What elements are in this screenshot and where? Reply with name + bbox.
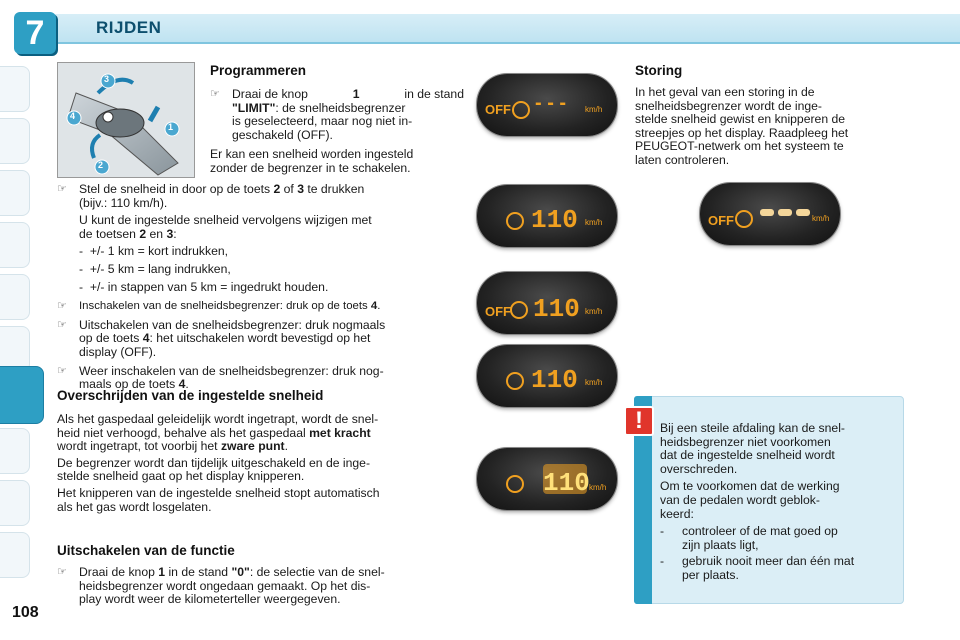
off-label: OFF	[485, 304, 511, 319]
storing-text: In het geval van een storing in de snelheidsbegrenzer wordt de inge- stelde snelheid gewist en knipperen de streepjes op het display. Raadpleeg het PEUGEOT-netwerk om het systeem te laten controleren.	[635, 85, 849, 167]
speedometer-icon	[736, 211, 752, 227]
page-number: 108	[12, 604, 39, 621]
blinking-dash	[778, 209, 792, 216]
instellen-block: ☞ Stel de snelheid in door op de toets 2 of 3 te drukken (bijv.: 110 km/h). U kunt de ingestelde snelheid vervolgens wijzigen met de toetsen 2 en 3: - +/- 1 km = kort indrukken, - +/- 5 km = lang indrukken, - +/- in stappen van 5 km = ingedrukt houden. ☞ Inschakelen van de snelheidsbegrenzer: druk op de toets 4. ☞ Uitschakelen van de snelheidsbegrenzer: druk nogmaals op de toets 4: het uitschakelen wordt bevestigd op het display (OFF). ☞ Weer inschakelen van de snelheidsbegrenzer: druk nog- maals op de toets 4.	[57, 182, 386, 392]
dashes-readout: - - -	[535, 92, 567, 114]
unit-label: km/h	[585, 218, 603, 227]
speedometer-icon	[507, 476, 523, 492]
heading-uitschakelen: Uitschakelen van de functie	[57, 543, 235, 558]
warning-icon: !	[624, 406, 654, 436]
side-tab-7-active[interactable]	[0, 366, 44, 424]
callout-4: 4	[70, 111, 76, 121]
display-speed-110	[477, 185, 617, 247]
programmeren-bullet: ☞ Draai de knop 1 in de stand "LIMIT": de snelheidsbegrenzer is geselecteerd, maar nog niet in- geschakeld (OFF).	[210, 87, 464, 142]
side-tab-5[interactable]	[0, 274, 30, 320]
display-off-dashes	[477, 74, 617, 136]
chapter-title: RIJDEN	[96, 18, 162, 37]
warning-text: Bij een steile afdaling kan de snel- heidsbegrenzer niet voorkomen dat de ingestelde snelheid wordt overschreden. Om te voorkomen dat de werking van de pedalen wordt geblok- keerd: - controleer of de mat goed op zijn plaats ligt, - gebruik nooit meer dan één mat per plaats.	[660, 422, 898, 583]
speedometer-icon	[507, 373, 523, 389]
display-speed-110-blinking	[477, 448, 617, 510]
hand-pointer-icon: ☞	[57, 300, 67, 313]
callout-2: 2	[98, 160, 104, 170]
heading-programmeren: Programmeren	[210, 63, 307, 78]
blinking-dash	[760, 209, 774, 216]
heading-overschrijden: Overschrijden van de ingestelde snelheid	[57, 388, 324, 403]
speed-readout: 110	[531, 365, 578, 395]
hand-pointer-icon: ☞	[57, 183, 67, 195]
heading-storing: Storing	[635, 63, 683, 78]
hand-pointer-icon: ☞	[57, 364, 67, 377]
callout-1: 1	[168, 122, 174, 132]
unit-label: km/h	[589, 483, 607, 492]
speed-readout: 110	[533, 294, 580, 324]
warning-line: heidsbegrenzer niet voorkomen	[660, 434, 831, 449]
speed-readout: 110	[531, 205, 578, 235]
unit-label: km/h	[585, 307, 603, 316]
side-tab-3[interactable]	[0, 170, 30, 216]
unit-label: km/h	[585, 105, 603, 114]
display-speed-110-active	[477, 345, 617, 407]
side-tab-4[interactable]	[0, 222, 30, 268]
hand-pointer-icon: ☞	[210, 88, 220, 100]
callout-3: 3	[104, 74, 110, 84]
unit-label: km/h	[812, 214, 830, 223]
uitschakelen-bullet: ☞ Draai de knop 1 in de stand "0": de selectie van de snel- heidsbegrenzer wordt ongedaan gemaakt. Op het dis- play wordt weer de kilometerteller weergegeven.	[57, 565, 385, 607]
speedometer-icon	[507, 213, 523, 229]
header-bar	[38, 14, 960, 44]
display-storing-off	[700, 183, 840, 245]
side-tab-8[interactable]	[0, 428, 30, 474]
stalk-illustration	[57, 62, 195, 178]
chapter-badge: 7	[14, 12, 56, 54]
side-tab-9[interactable]	[0, 480, 30, 526]
speedometer-icon	[511, 302, 527, 318]
display-off-110	[477, 272, 617, 334]
unit-label: km/h	[585, 378, 603, 387]
side-tab-1[interactable]	[0, 66, 30, 112]
hand-pointer-icon: ☞	[57, 566, 67, 578]
side-tab-10[interactable]	[0, 532, 30, 578]
speed-readout: 110	[543, 468, 590, 498]
off-label: OFF	[485, 102, 511, 117]
hand-pointer-icon: ☞	[57, 318, 67, 331]
overschrijden-text: Als het gaspedaal geleidelijk wordt ingetrapt, wordt de snel- heid niet verhoogd, behalve als het gaspedaal met kracht wordt ingetrapt, tot voorbij het zware punt. De begrenzer wordt dan tijdelijk uitgeschakeld en de inge- stelde snelheid gaat op het display knipperen. Het knipperen van de ingestelde snelheid stopt automatisch als het gas wordt losgelaten.	[57, 412, 380, 514]
speedometer-icon	[513, 102, 529, 118]
side-tab-2[interactable]	[0, 118, 30, 164]
programmeren-paragraph: Er kan een snelheid worden ingesteld zonder de begrenzer in te schakelen.	[210, 147, 414, 175]
blinking-dash	[796, 209, 810, 216]
off-label: OFF	[708, 213, 734, 228]
